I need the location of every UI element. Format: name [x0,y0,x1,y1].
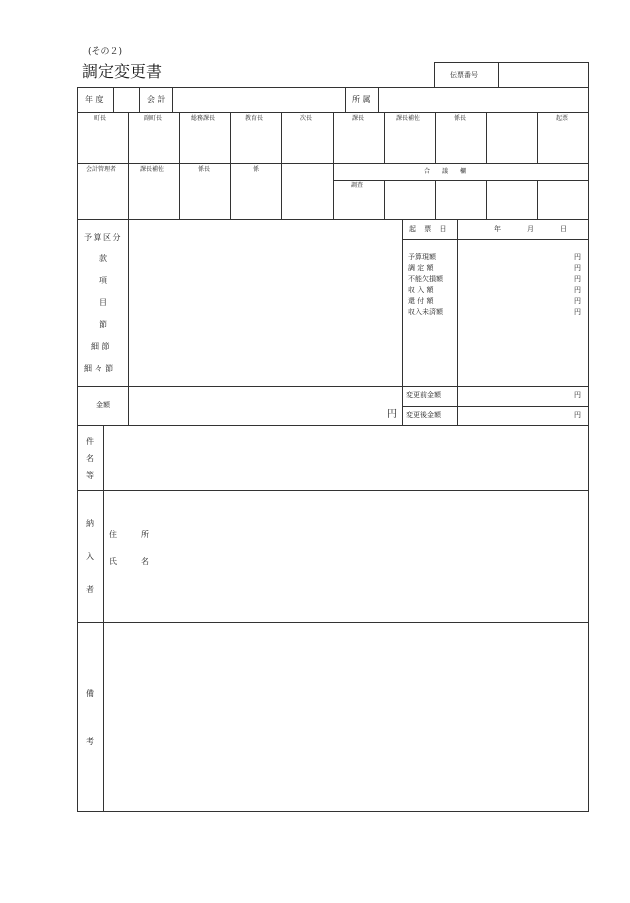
budget-moku-label: 目 [99,298,107,307]
form-title: 調定変更書 [82,62,163,81]
budget-kan-label: 款 [99,254,107,263]
amount-after-yen: 円 [574,411,581,419]
payer-name-label: 氏 名 [109,557,149,566]
approval-label-assistant-chief: 課長補佐 [396,115,421,122]
budget-kou-label: 項 [99,276,107,285]
account-label: 会 計 [147,95,166,104]
slip-number-label: 伝票番号 [450,71,478,79]
approval-label-mayor: 町長 [94,115,107,122]
council-cell-investigation: 調査 [351,182,364,189]
approval-label-accounting-manager: 会計管理者 [86,166,117,173]
received-amount-label: 収 入 額 [408,286,434,294]
payer-label-1: 納 [86,519,94,528]
subject-label-1: 件 [86,437,94,446]
dept-label: 所 属 [352,95,371,104]
approval-label-subsection-chief: 係長 [454,115,467,122]
approval-label-deputy-director: 次長 [300,115,313,122]
payer-address-field[interactable] [180,526,580,544]
payer-label-3: 者 [86,585,94,594]
account-field[interactable] [175,90,342,110]
yen-unit-6: 円 [574,308,581,316]
date-day-unit[interactable]: 日 [560,225,567,233]
subject-label-3: 等 [86,471,94,480]
amount-yen-unit: 円 [387,409,397,420]
approval-label-drafter: 起票 [556,115,569,122]
remarks-label-1: 備 [86,689,94,698]
amount-after-label: 変更後金額 [406,411,441,419]
yen-unit-3: 円 [574,275,581,283]
approval-label-subsection-chief-2: 係長 [198,166,211,173]
slip-number-field[interactable] [502,66,584,84]
approval-label-staff: 係 [253,166,260,173]
remarks-field[interactable] [107,626,585,808]
form-subtitle: (その２) [88,47,123,57]
drafting-date-label: 起 票 日 [409,225,450,233]
payer-address-label: 住 所 [109,530,149,539]
refund-amount-label: 還 付 額 [408,297,434,305]
payer-name-field[interactable] [180,553,580,571]
subject-field[interactable] [107,429,585,487]
budget-category-field[interactable] [132,223,398,383]
budget-saisaisetsu-label: 細 々 節 [84,364,114,373]
amount-label: 金額 [96,401,110,409]
approval-label-general-affairs-chief: 総務課長 [191,115,216,122]
subject-label-2: 名 [86,454,94,463]
approval-label-superintendent: 教育長 [245,115,264,122]
payer-label-2: 入 [86,552,94,561]
dept-field[interactable] [381,90,586,110]
year-label: 年 度 [85,95,104,104]
yen-unit-2: 円 [574,264,581,272]
uncollectible-amount-label: 不能欠損額 [408,275,443,283]
budget-category-label: 予算区分 [84,233,122,242]
assessed-amount-label: 調 定 額 [408,264,434,272]
yen-unit-1: 円 [574,253,581,261]
amount-before-label: 変更前金額 [406,391,441,399]
council-label: 合 議 欄 [424,168,467,175]
budget-saisetsu-label: 細 節 [91,342,110,351]
year-field[interactable] [115,90,137,110]
date-month-unit[interactable]: 月 [527,225,534,233]
budget-setsu-label: 節 [99,320,107,329]
amount-field[interactable] [132,390,382,422]
date-year-unit[interactable]: 年 [494,225,501,233]
approval-label-deputy-mayor: 副町長 [144,115,163,122]
yen-unit-4: 円 [574,286,581,294]
yen-unit-5: 円 [574,297,581,305]
amount-before-yen: 円 [574,391,581,399]
unpaid-amount-label: 収入未済額 [408,308,443,316]
remarks-label-2: 考 [86,737,94,746]
budget-current-amount-label: 予算現額 [408,253,436,261]
approval-label-section-chief: 課長 [352,115,365,122]
approval-label-assistant-chief-2: 課長補佐 [140,166,165,173]
